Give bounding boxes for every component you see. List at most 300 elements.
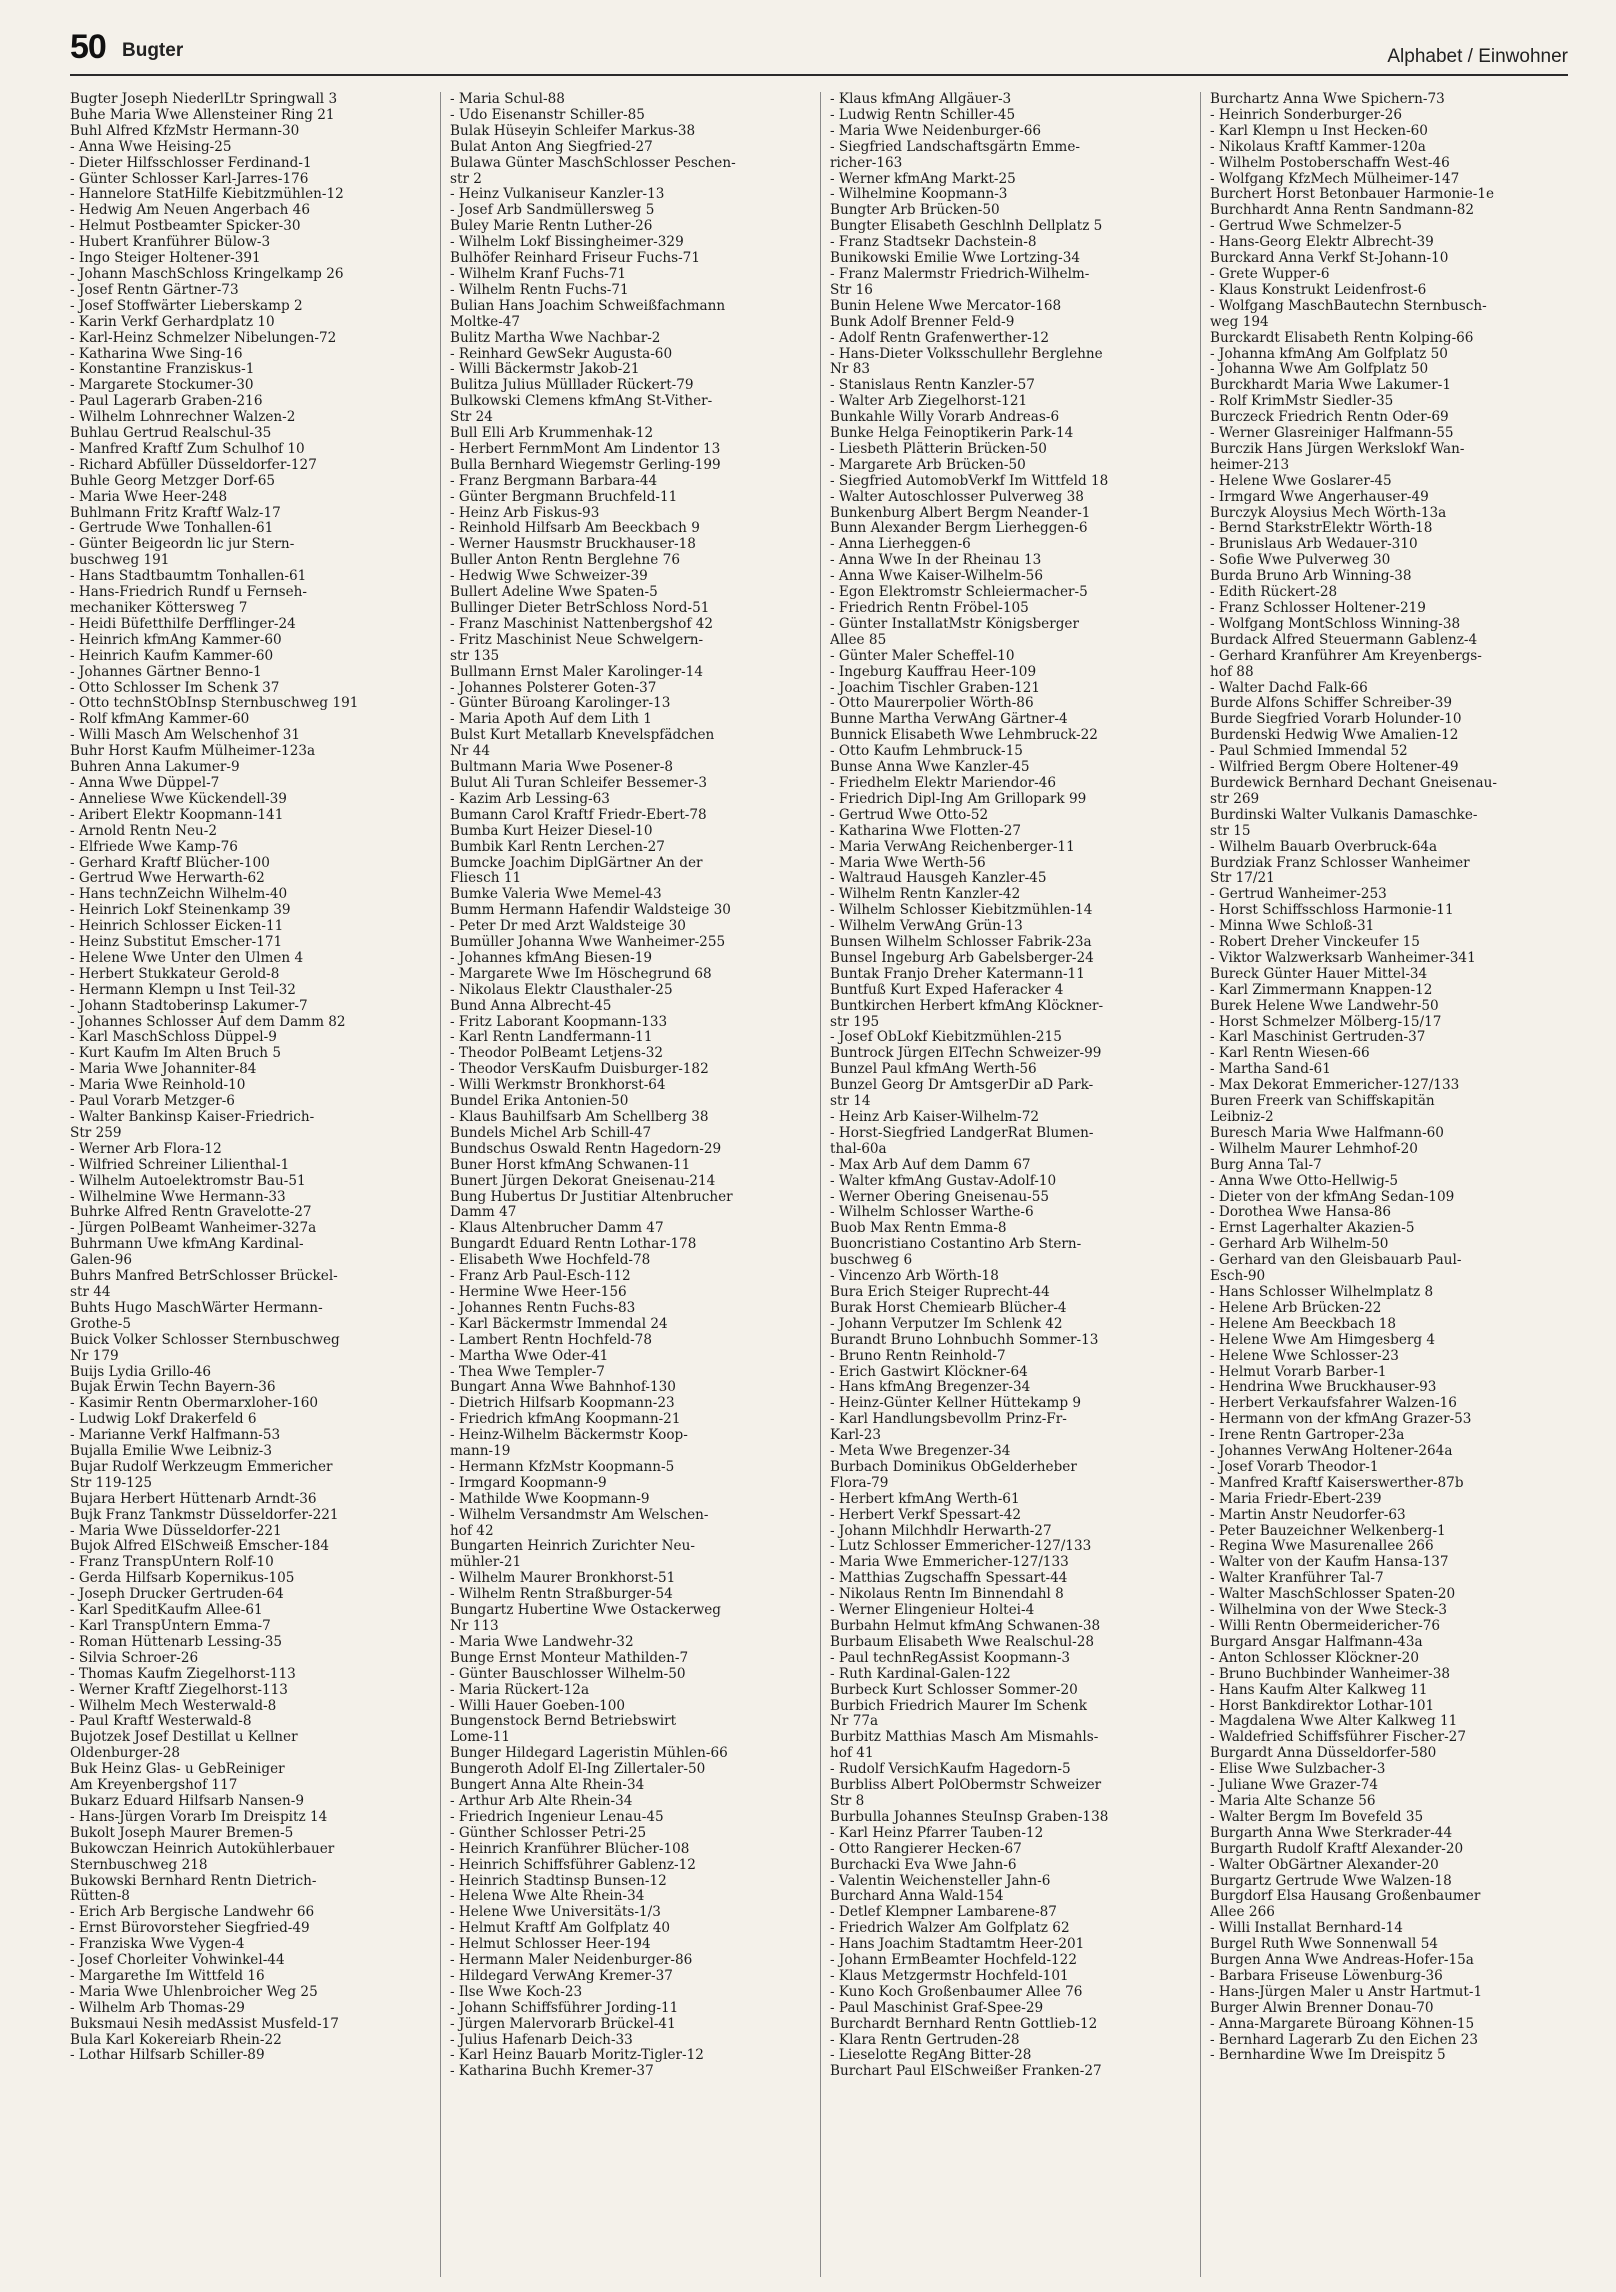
directory-entry: - Karl Bäckermstr Immendal 24: [450, 1316, 668, 1332]
directory-entry: - Otto Maurerpolier Wörth-86: [830, 696, 1034, 712]
directory-entry: - Dorothea Wwe Hansa-86: [1210, 1205, 1392, 1221]
directory-entry: Grothe-5: [70, 1316, 132, 1332]
directory-entry: Buoncristiano Costantino Arb Stern-: [830, 1237, 1082, 1253]
directory-entry: - Walter Autoschlosser Pulverweg 38: [830, 489, 1084, 505]
directory-entry: - Helena Wwe Alte Rhein-34: [450, 1889, 645, 1905]
directory-entry: Bulawa Günter MaschSchlosser Peschen-: [450, 155, 736, 171]
directory-entry: - Walter kfmAng Gustav-Adolf-10: [830, 1173, 1057, 1189]
directory-entry: - Thea Wwe Templer-7: [450, 1364, 605, 1380]
directory-entry: - Herbert Verkaufsfahrer Walzen-16: [1210, 1396, 1457, 1412]
directory-entry: - Otto Schlosser Im Schenk 37: [70, 680, 280, 696]
directory-entry: Bujotzek Josef Destillat u Kellner: [70, 1730, 298, 1746]
directory-entry: Burczyk Aloysius Mech Wörth-13a: [1210, 505, 1447, 521]
directory-entry: - Reinhold Hilfsarb Am Beeckbach 9: [450, 521, 700, 537]
directory-entry: Bunke Helga Feinoptikerin Park-14: [830, 426, 1074, 442]
directory-entry: str 15: [1210, 823, 1251, 839]
directory-entry: Bumüller Johanna Wwe Wanheimer-255: [450, 935, 726, 951]
directory-entry: Rütten-8: [70, 1889, 130, 1905]
directory-entry: Bumann Carol Kraftf Friedr-Ebert-78: [450, 807, 707, 823]
directory-entry: Bujak Erwin Techn Bayern-36: [70, 1380, 276, 1396]
directory-entry: Flora-79: [830, 1475, 889, 1491]
directory-entry: - Franz Schlosser Holtener-219: [1210, 601, 1426, 616]
directory-entry: - Edith Rückert-28: [1210, 585, 1338, 601]
directory-entry: Burczik Hans Jürgen Werkslokf Wan-: [1210, 441, 1465, 457]
directory-entry: - Helene Wwe Goslarer-45: [1210, 473, 1392, 489]
directory-entry: - Wilhelm VerwAng Grün-13: [830, 919, 1023, 935]
directory-entry: - Wilhelmina von der Wwe Steck-3: [1210, 1603, 1448, 1619]
directory-entry: - Heidi Büfetthilfe Derfflinger-24: [70, 616, 296, 632]
directory-entry: - Hans kfmAng Bregenzer-34: [830, 1380, 1031, 1396]
directory-entry: - Klaus Bauhilfsarb Am Schellberg 38: [450, 1110, 709, 1125]
directory-entry: - Katharina Wwe Sing-16: [70, 346, 243, 362]
directory-entry: - Maria Wwe Johanniter-84: [70, 1062, 257, 1078]
directory-entry: - Arnold Rentn Neu-2: [70, 823, 218, 839]
directory-entry: - Johanna kfmAng Am Golfplatz 50: [1210, 346, 1448, 362]
directory-entry: - Martha Sand-61: [1210, 1062, 1331, 1078]
directory-entry: Bukowczan Heinrich Autokühlerbauer: [70, 1841, 335, 1857]
directory-entry: - Karl MaschSchloss Düppel-9: [70, 1030, 277, 1046]
directory-entry: - Brunislaus Arb Wedauer-310: [1210, 537, 1418, 553]
directory-entry: Buhlmann Fritz Kraftf Walz-17: [70, 505, 281, 521]
directory-entry: - Günter Bauschlosser Wilhelm-50: [450, 1666, 686, 1682]
directory-entry: - Herbert FernmMont Am Lindentor 13: [450, 441, 721, 457]
directory-entry: Bullinger Dieter BetrSchloss Nord-51: [450, 601, 710, 616]
directory-entry: - Maria Schul-88: [450, 92, 565, 107]
directory-entry: - Wilhelm Lohnrechner Walzen-2: [70, 410, 296, 426]
directory-entry: Bureck Günter Hauer Mittel-34: [1210, 966, 1428, 982]
directory-entry: Bumcke Joachim DiplGärtner An der: [450, 855, 703, 871]
directory-entry: - Martin Anstr Neudorfer-63: [1210, 1507, 1406, 1523]
directory-entry: - Elfriede Wwe Kamp-76: [70, 839, 238, 855]
directory-entry: Burdziak Franz Schlosser Wanheimer: [1210, 855, 1470, 871]
directory-entry: Bunger Hildegard Lageristin Mühlen-66: [450, 1746, 728, 1762]
header-rule: [70, 74, 1568, 76]
directory-entry: - Günter Büroang Karolinger-13: [450, 696, 671, 712]
directory-entry: - Lambert Rentn Hochfeld-78: [450, 1332, 652, 1348]
directory-entry: str 2: [450, 171, 482, 187]
directory-entry: - Egon Elektromstr Schleiermacher-5: [830, 585, 1088, 601]
directory-entry: - Karl Rentn Landfermann-11: [450, 1030, 653, 1046]
directory-entry: Bunsen Wilhelm Schlosser Fabrik-23a: [830, 935, 1092, 951]
directory-entry: - Theodor PolBeamt Letjens-32: [450, 1046, 664, 1062]
directory-entry: - Ludwig Rentn Schiller-45: [830, 107, 1016, 123]
directory-entry: Str 119-125: [70, 1475, 153, 1491]
directory-entry: - Helmut Postbeamter Spicker-30: [70, 219, 301, 235]
directory-entry: - Maria Wwe Neidenburger-66: [830, 123, 1042, 139]
directory-entry: - Wilhelm Postoberschaffn West-46: [1210, 155, 1450, 171]
directory-entry: - Maria Wwe Reinhold-10: [70, 1078, 246, 1094]
directory-entry: - Herbert kfmAng Werth-61: [830, 1491, 1020, 1507]
directory-entry: Burgartz Gertrude Wwe Walzen-18: [1210, 1873, 1452, 1889]
directory-entry: Burchacki Eva Wwe Jahn-6: [830, 1857, 1017, 1873]
directory-entry: - Rudolf VersichKaufm Hagedorn-5: [830, 1762, 1071, 1778]
directory-entry: - Wilhelmine Wwe Hermann-33: [70, 1189, 286, 1205]
directory-entry: - Johann Milchhdlr Herwarth-27: [830, 1523, 1052, 1539]
directory-entry: - Karl Heinz Bauarb Moritz-Tigler-12: [450, 2048, 704, 2064]
directory-entry: - Katharina Wwe Flotten-27: [830, 823, 1022, 839]
directory-entry: - Franz Malermstr Friedrich-Wilhelm-: [830, 266, 1090, 282]
directory-entry: - Margarete Arb Brücken-50: [830, 457, 1026, 473]
directory-entry: - Anna Lierheggen-6: [830, 537, 971, 553]
directory-entry: - Heinz Arb Fiskus-93: [450, 505, 600, 521]
directory-entry: Allee 266: [1210, 1905, 1275, 1921]
directory-entry: - Helene Wwe Schlosser-23: [1210, 1348, 1399, 1364]
directory-entry: - Hubert Kranführer Bülow-3: [70, 235, 271, 251]
directory-entry: Burckhardt Maria Wwe Lakumer-1: [1210, 378, 1452, 394]
directory-entry: - Max Arb Auf dem Damm 67: [830, 1157, 1031, 1173]
directory-entry: - Johannes VerwAng Holtener-264a: [1210, 1444, 1453, 1460]
directory-entry: - Stanislaus Rentn Kanzler-57: [830, 378, 1035, 394]
directory-entry: Bumm Hermann Hafendir Waldsteige 30: [450, 903, 731, 919]
directory-entry: - Max Dekorat Emmericher-127/133: [1210, 1078, 1460, 1094]
directory-entry: Bugter Joseph NiederlLtr Springwall 3: [70, 92, 338, 107]
directory-entry: Burchart Paul ElSchweißer Franken-27: [830, 2064, 1102, 2080]
directory-entry: - Roman Hüttenarb Lessing-35: [70, 1634, 283, 1650]
directory-entry: - Gerhard Kraftf Blücher-100: [70, 855, 270, 871]
directory-entry: - Theodor VersKaufm Duisburger-182: [450, 1062, 709, 1078]
directory-entry: Buk Heinz Glas- u GebReiniger: [70, 1762, 285, 1778]
directory-entry: - Werner Hausmstr Bruckhauser-18: [450, 537, 696, 553]
directory-entry: - Johannes kfmAng Biesen-19: [450, 950, 653, 966]
directory-entry: - Wilhelm Arb Thomas-29: [70, 2000, 245, 2016]
directory-entry: - Helene Arb Brücken-22: [1210, 1300, 1382, 1316]
directory-entry: Burgardt Anna Düsseldorfer-580: [1210, 1746, 1437, 1762]
directory-entry: Bullert Adeline Wwe Spaten-5: [450, 585, 658, 601]
directory-entry: Burbeck Kurt Schlosser Sommer-20: [830, 1682, 1078, 1698]
directory-entry: - Siegfried Landschaftsgärtn Emme-: [830, 139, 1080, 155]
directory-entry: Bunse Anna Wwe Kanzler-45: [830, 760, 1030, 776]
directory-entry: - Günter Beigeordn lic jur Stern-: [70, 537, 295, 553]
directory-entry: Str 24: [450, 410, 493, 426]
directory-entry: Buhrs Manfred BetrSchlosser Brückel-: [70, 1269, 338, 1285]
directory-entry: - Johannes Polsterer Goten-37: [450, 680, 657, 696]
directory-entry: - Hildegard VerwAng Kremer-37: [450, 1968, 673, 1984]
directory-entry: - Ludwig Lokf Drakerfeld 6: [70, 1412, 257, 1428]
directory-entry: - Hans-Dieter Volksschullehr Berglehne: [830, 346, 1103, 362]
directory-entry: - Otto technStObInsp Sternbuschweg 191: [70, 696, 359, 712]
directory-entry: - Anna Wwe Düppel-7: [70, 775, 220, 791]
directory-entry: Bulkowski Clemens kfmAng St-Vither-: [450, 394, 713, 410]
directory-entry: - Klaus kfmAng Allgäuer-3: [830, 92, 1012, 107]
directory-entry: - Elisabeth Wwe Hochfeld-78: [450, 1253, 651, 1269]
directory-entry: Bula Karl Kokereiarb Rhein-22: [70, 2032, 282, 2048]
directory-entry: Buhe Maria Wwe Allensteiner Ring 21: [70, 107, 335, 123]
directory-entry: - Willi Bäckermstr Jakob-21: [450, 362, 640, 378]
directory-entry: Burchartz Anna Wwe Spichern-73: [1210, 92, 1445, 107]
directory-entry: - Manfred Kraftf Zum Schulhof 10: [70, 441, 305, 457]
directory-entry: - Karl-Heinz Schmelzer Nibelungen-72: [70, 330, 337, 346]
directory-entry: - Ingeburg Kauffrau Heer-109: [830, 664, 1037, 680]
directory-entry: - Heinz Arb Kaiser-Wilhelm-72: [830, 1110, 1040, 1125]
directory-entry: Bungenstock Bernd Betriebswirt: [450, 1714, 677, 1730]
directory-entry: - Karl SpeditKaufm Allee-61: [70, 1603, 263, 1619]
directory-entry: Bulitza Julius Mülllader Rückert-79: [450, 378, 694, 394]
directory-entry: Bull Elli Arb Krummenhak-12: [450, 426, 654, 442]
directory-entry: - Helene Wwe Am Himgesberg 4: [1210, 1332, 1436, 1348]
directory-entry: str 14: [830, 1094, 871, 1110]
directory-entry: mühler-21: [450, 1555, 522, 1571]
directory-entry: - Johannes Rentn Fuchs-83: [450, 1300, 636, 1316]
directory-entry: - Mathilde Wwe Koopmann-9: [450, 1491, 650, 1507]
directory-entry: - Gerda Hilfsarb Kopernikus-105: [70, 1571, 295, 1587]
directory-entry: Lome-11: [450, 1730, 511, 1746]
directory-entry: Bulak Hüseyin Schleifer Markus-38: [450, 123, 696, 139]
directory-entry: - Helmut Vorarb Barber-1: [1210, 1364, 1387, 1380]
directory-entry: mechaniker Köttersweg 7: [70, 601, 248, 616]
directory-entry: Buresch Maria Wwe Halfmann-60: [1210, 1125, 1444, 1141]
directory-entry: - Wolfgang KfzMech Mülheimer-147: [1210, 171, 1460, 187]
directory-entry: - Josef Rentn Gärtner-73: [70, 282, 239, 298]
directory-entry: - Heinz Substitut Emscher-171: [70, 935, 283, 951]
directory-entry: - Robert Dreher Vinckeufer 15: [1210, 935, 1420, 951]
page-number: 50: [70, 28, 106, 66]
directory-entry: Burandt Bruno Lohnbuchh Sommer-13: [830, 1332, 1099, 1348]
directory-entry: - Adolf Rentn Grafenwerther-12: [830, 330, 1050, 346]
directory-entry: - Rolf KrimMstr Siedler-35: [1210, 394, 1394, 410]
directory-column-4: [1210, 92, 1567, 2277]
directory-entry: buschweg 6: [830, 1253, 913, 1269]
directory-entry: - Detlef Klempner Lambarene-87: [830, 1905, 1057, 1921]
directory-entry: - Willi Hauer Goeben-100: [450, 1698, 626, 1714]
directory-entry: - Maria Wwe Werth-56: [830, 855, 986, 871]
directory-entry: - Bernd StarkstrElektr Wörth-18: [1210, 521, 1433, 537]
directory-column-3: [830, 92, 1187, 2277]
directory-entry: - Wilhelm Maurer Lehmhof-20: [1210, 1141, 1418, 1157]
directory-entry: - Anneliese Wwe Kückendell-39: [70, 791, 287, 807]
directory-entry: Bumbik Karl Rentn Lerchen-27: [450, 839, 665, 855]
directory-columns: [70, 92, 1568, 2277]
directory-entry: Am Kreyenbergshof 117: [70, 1778, 238, 1794]
directory-entry: - Bernhard Lagerarb Zu den Eichen 23: [1210, 2032, 1478, 2048]
directory-entry: - Heinrich Stadtinsp Bunsen-12: [450, 1873, 667, 1889]
directory-entry: Nr 77a: [830, 1714, 879, 1730]
directory-entry: - Maria Alte Schanze 56: [1210, 1793, 1376, 1809]
directory-entry: - Margarete Wwe Im Höschegrund 68: [450, 966, 712, 982]
directory-entry: - Hans-Friedrich Rundf u Fernseh-: [70, 585, 307, 601]
directory-entry: - Hendrina Wwe Bruckhauser-93: [1210, 1380, 1437, 1396]
directory-entry: - Paul Vorarb Metzger-6: [70, 1094, 235, 1110]
directory-entry: Nr 44: [450, 744, 491, 760]
directory-entry: - Wilhelm Mech Westerwald-8: [70, 1698, 277, 1714]
directory-entry: - Dieter Hilfsschlosser Ferdinand-1: [70, 155, 312, 171]
directory-entry: - Wolfgang MontSchloss Winning-38: [1210, 616, 1461, 632]
directory-entry: - Hans Kaufm Alter Kalkweg 11: [1210, 1682, 1428, 1698]
directory-entry: - Ilse Wwe Koch-23: [450, 1984, 583, 2000]
directory-entry: - Heinrich Schlosser Eicken-11: [70, 919, 284, 935]
directory-entry: Bungter Arb Brücken-50: [830, 203, 1000, 219]
directory-entry: - Walter Bergm Im Bovefeld 35: [1210, 1809, 1424, 1825]
directory-entry: - Minna Wwe Schloß-31: [1210, 919, 1375, 935]
directory-entry: Buksmaui Nesih medAssist Musfeld-17: [70, 2016, 339, 2032]
directory-entry: - Hedwig Am Neuen Angerbach 46: [70, 203, 310, 219]
directory-entry: - Silvia Schroer-26: [70, 1650, 199, 1666]
directory-entry: - Joseph Drucker Gertruden-64: [70, 1587, 284, 1603]
directory-entry: - Karl Rentn Wiesen-66: [1210, 1046, 1370, 1062]
directory-entry: - Anna Wwe Kaiser-Wilhelm-56: [830, 569, 1043, 585]
directory-entry: Bulian Hans Joachim Schweißfachmann: [450, 298, 726, 314]
directory-entry: - Waldefried Schiffsführer Fischer-27: [1210, 1730, 1466, 1746]
directory-entry: - Wilhelm Autoelektromstr Bau-51: [70, 1173, 306, 1189]
directory-entry: Burdack Alfred Steuermann Gablenz-4: [1210, 632, 1478, 648]
directory-entry: Str 17/21: [1210, 871, 1275, 887]
directory-entry: - Irmgard Koopmann-9: [450, 1475, 607, 1491]
directory-entry: Bujok Alfred ElSchweiß Emscher-184: [70, 1539, 330, 1555]
directory-entry: - Ernst Lagerhalter Akazien-5: [1210, 1221, 1415, 1237]
directory-entry: - Johann MaschSchloss Kringelkamp 26: [70, 266, 344, 282]
directory-entry: Bungter Elisabeth Geschlnh Dellplatz 5: [830, 219, 1103, 235]
directory-entry: - Friedrich Dipl-Ing Am Grillopark 99: [830, 791, 1087, 807]
directory-entry: Leibniz-2: [1210, 1110, 1274, 1125]
directory-entry: Buley Marie Rentn Luther-26: [450, 219, 653, 235]
directory-entry: - Bernhardine Wwe Im Dreispitz 5: [1210, 2048, 1446, 2064]
directory-entry: Buntak Franjo Dreher Katermann-11: [830, 966, 1085, 982]
directory-entry: Moltke-47: [450, 314, 521, 330]
directory-entry: - Wilhelm Kranf Fuchs-71: [450, 266, 626, 282]
directory-entry: Burda Bruno Arb Winning-38: [1210, 569, 1412, 585]
directory-entry: Nr 83: [830, 362, 871, 378]
directory-entry: - Maria Rückert-12a: [450, 1682, 590, 1698]
directory-entry: - Otto Kaufm Lehmbruck-15: [830, 744, 1023, 760]
directory-entry: - Konstantine Franziskus-1: [70, 362, 255, 378]
directory-entry: - Heinrich Kaufm Kammer-60: [70, 648, 274, 664]
directory-entry: Bulut Ali Turan Schleifer Bessemer-3: [450, 775, 707, 791]
directory-entry: Burbaum Elisabeth Wwe Realschul-28: [830, 1634, 1095, 1650]
directory-entry: - Katharina Buchh Kremer-37: [450, 2064, 654, 2080]
directory-entry: - Johann ErmBeamter Hochfeld-122: [830, 1953, 1077, 1969]
directory-entry: Str 259: [70, 1125, 122, 1141]
directory-entry: - Maria Apoth Auf dem Lith 1: [450, 712, 652, 728]
directory-entry: - Werner Kraftf Ziegelhorst-113: [70, 1682, 288, 1698]
directory-entry: Burgard Ansgar Halfmann-43a: [1210, 1634, 1423, 1650]
directory-entry: - Anna Wwe In der Rheinau 13: [830, 553, 1042, 569]
directory-entry: - Hans Joachim Stadtamtm Heer-201: [830, 1937, 1085, 1953]
directory-entry: Burg Anna Tal-7: [1210, 1157, 1322, 1173]
directory-entry: Bungeroth Adolf El-Ing Zillertaler-50: [450, 1762, 706, 1778]
directory-entry: - Paul Kraftf Westerwald-8: [70, 1714, 252, 1730]
directory-entry: Burckardt Elisabeth Rentn Kolping-66: [1210, 330, 1474, 346]
directory-entry: - Hans-Jürgen Maler u Anstr Hartmut-1: [1210, 1984, 1483, 2000]
directory-entry: - Elise Wwe Sulzbacher-3: [1210, 1762, 1386, 1778]
directory-entry: Bungart Anna Wwe Bahnhof-130: [450, 1380, 676, 1396]
directory-entry: Bungert Anna Alte Rhein-34: [450, 1778, 645, 1794]
directory-entry: - Wilhelm Schlosser Kiebitzmühlen-14: [830, 903, 1093, 919]
directory-entry: - Werner Obering Gneisenau-55: [830, 1189, 1049, 1205]
directory-entry: - Dieter von der kfmAng Sedan-109: [1210, 1189, 1455, 1205]
directory-entry: Bukowski Bernhard Rentn Dietrich-: [70, 1873, 317, 1889]
directory-entry: Burchert Horst Betonbauer Harmonie-1e: [1210, 187, 1495, 203]
directory-entry: - Helmut Kraftf Am Golfplatz 40: [450, 1921, 671, 1937]
directory-entry: - Maria Wwe Uhlenbroicher Weg 25: [70, 1984, 318, 2000]
directory-entry: Burdenski Hedwig Wwe Amalien-12: [1210, 728, 1459, 744]
running-head: Bugter: [122, 40, 184, 61]
directory-entry: - Hermann Maler Neidenburger-86: [450, 1953, 693, 1969]
directory-entry: Burek Helene Wwe Landwehr-50: [1210, 998, 1439, 1014]
directory-entry: Bung Hubertus Dr Justitiar Altenbrucher: [450, 1189, 733, 1205]
directory-entry: Buntfuß Kurt Exped Haferacker 4: [830, 982, 1064, 998]
directory-entry: - Wilfried Schreiner Lilienthal-1: [70, 1157, 290, 1173]
directory-entry: - Friedrich kfmAng Koopmann-21: [450, 1412, 681, 1428]
directory-entry: - Johannes Schlosser Auf dem Damm 82: [70, 1014, 346, 1030]
directory-entry: Burde Siegfried Vorarb Holunder-10: [1210, 712, 1462, 728]
directory-entry: - Matthias Zugschaffn Spessart-44: [830, 1571, 1068, 1587]
directory-entry: - Paul technRegAssist Koopmann-3: [830, 1650, 1071, 1666]
directory-entry: - Sofie Wwe Pulverweg 30: [1210, 553, 1391, 569]
directory-entry: - Wilhelm Versandmstr Am Welschen-: [450, 1507, 709, 1523]
directory-entry: - Ruth Kardinal-Galen-122: [830, 1666, 1011, 1682]
directory-entry: - Horst Schmelzer Mölberg-15/17: [1210, 1014, 1442, 1030]
directory-entry: - Peter Dr med Arzt Waldsteige 30: [450, 919, 686, 935]
directory-entry: Bunn Alexander Bergm Lierheggen-6: [830, 521, 1088, 537]
directory-entry: - Herbert Verkf Spessart-42: [830, 1507, 1022, 1523]
directory-entry: - Paul Schmied Immendal 52: [1210, 744, 1408, 760]
directory-entry: - Margarethe Im Wittfeld 16: [70, 1968, 265, 1984]
directory-entry: - Karl Handlungsbevollm Prinz-Fr-: [830, 1412, 1067, 1428]
directory-entry: Bukarz Eduard Hilfsarb Nansen-9: [70, 1793, 305, 1809]
directory-entry: Nr 113: [450, 1619, 499, 1634]
directory-entry: - Wilhelm Bauarb Overbruck-64a: [1210, 839, 1438, 855]
directory-entry: - Thomas Kaufm Ziegelhorst-113: [70, 1666, 296, 1682]
directory-entry: - Josef Vorarb Theodor-1: [1210, 1459, 1379, 1475]
directory-entry: Burchard Anna Wald-154: [830, 1889, 1004, 1905]
directory-entry: Bulat Anton Ang Siegfried-27: [450, 139, 653, 155]
directory-entry: Buntkirchen Herbert kfmAng Klöckner-: [830, 998, 1104, 1014]
directory-entry: - Franz TranspUntern Rolf-10: [70, 1555, 274, 1571]
directory-entry: Bundschus Oswald Rentn Hagedorn-29: [450, 1141, 722, 1157]
directory-entry: - Paul Lagerarb Graben-216: [70, 394, 263, 410]
directory-entry: - Maria Wwe Heer-248: [70, 489, 228, 505]
directory-entry: - Julius Hafenarb Deich-33: [450, 2032, 633, 2048]
directory-entry: Bund Anna Albrecht-45: [450, 998, 612, 1014]
directory-entry: Buhrke Alfred Rentn Gravelotte-27: [70, 1205, 312, 1221]
directory-entry: - Werner Arb Flora-12: [70, 1141, 222, 1157]
directory-entry: - Walter Arb Ziegelhorst-121: [830, 394, 1028, 410]
directory-entry: - Gertrud Wwe Herwarth-62: [70, 871, 265, 887]
directory-entry: - Anna-Margarete Büroang Köhnen-15: [1210, 2016, 1475, 2032]
directory-entry: - Erich Gastwirt Klöckner-64: [830, 1364, 1028, 1380]
directory-entry: - Gerhard van den Gleisbauarb Paul-: [1210, 1253, 1462, 1269]
directory-column-2: [450, 92, 807, 2277]
directory-entry: Buntrock Jürgen ElTechn Schweizer-99: [830, 1046, 1102, 1062]
directory-entry: Str 8: [830, 1793, 865, 1809]
directory-entry: - Klaus Konstrukt Leidenfrost-6: [1210, 282, 1427, 298]
directory-entry: Bultmann Maria Wwe Posener-8: [450, 760, 673, 776]
directory-entry: - Anna Wwe Heising-25: [70, 139, 232, 155]
directory-entry: Buner Horst kfmAng Schwanen-11: [450, 1157, 691, 1173]
directory-entry: - Günter InstallatMstr Königsberger: [830, 616, 1079, 632]
directory-entry: - Anton Schlosser Klöckner-20: [1210, 1650, 1419, 1666]
directory-entry: Bujk Franz Tankmstr Düsseldorfer-221: [70, 1507, 339, 1523]
directory-entry: - Heinrich kfmAng Kammer-60: [70, 632, 282, 648]
directory-entry: - Herbert Stukkateur Gerold-8: [70, 966, 280, 982]
directory-entry: - Helene Am Beeckbach 18: [1210, 1316, 1397, 1332]
directory-entry: - Werner Glasreiniger Halfmann-55: [1210, 426, 1454, 442]
directory-entry: - Hermann Klempn u Inst Teil-32: [70, 982, 296, 998]
directory-entry: - Gerhard Arb Wilhelm-50: [1210, 1237, 1389, 1253]
directory-entry: - Friedrich Ingenieur Lenau-45: [450, 1809, 664, 1825]
directory-entry: - Karl Maschinist Gertruden-37: [1210, 1030, 1426, 1046]
directory-entry: - Horst Schiffsschloss Harmonie-11: [1210, 903, 1454, 919]
section-title: Alphabet / Einwohner: [1387, 46, 1568, 67]
directory-entry: Burckard Anna Verkf St-Johann-10: [1210, 251, 1449, 267]
directory-entry: - Kurt Kaufm Im Alten Bruch 5: [70, 1046, 281, 1062]
directory-entry: buschweg 191: [70, 553, 170, 569]
directory-entry: - Bruno Rentn Reinhold-7: [830, 1348, 1006, 1364]
directory-entry: Bunzel Georg Dr AmtsgerDir aD Park-: [830, 1078, 1094, 1094]
directory-entry: - Klaus Metzgermstr Hochfeld-101: [830, 1968, 1069, 1984]
directory-entry: - Udo Eisenanstr Schiller-85: [450, 107, 645, 123]
directory-entry: - Helmut Schlosser Heer-194: [450, 1937, 651, 1953]
directory-entry: Burgel Ruth Wwe Sonnenwall 54: [1210, 1937, 1439, 1953]
